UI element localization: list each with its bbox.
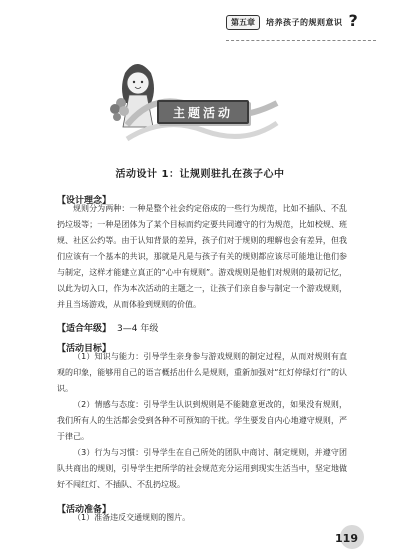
goal-item: （2）情感与态度：引导学生认识到规则是不能随意更改的，如果没有规则，我们所有人的生活都会受到各种不可预知的干扰。学生要发自内心地遵守规则，严于律己。	[57, 400, 347, 441]
preparation-item: （1）准备违反交通规则的图片。	[73, 513, 191, 522]
age-value: 3—4 年级	[117, 324, 159, 334]
design-concept-body: 规则分为两种：一种是整个社会约定俗成的一些行为规范，比如不插队、不乱扔垃圾等；一种是团体为了某个目标而约定要共同遵守的行为规范，比如校规、班规、社区公约等。由于认知背景的差异，孩子们对于规则的理解也会有差异，但我们应该有一个基本的共识，那就是凡是与孩子有关的规则都应该尽可能地让他们参与制定，这样才能建立真正的“心中有规则”。游戏规则是他们对规则的最初记忆，以此为切入口，作为本次活动的主题之一，让孩子们亲自参与制定一个游戏规则，并且当场游戏，从而体验到规则的价值。	[57, 204, 347, 309]
design-concept-heading: 【设计理念】	[57, 196, 112, 206]
chapter-header	[226, 11, 358, 30]
goals-heading: 【活动目标】	[57, 344, 112, 354]
activity-title: 活动设计 1：让规则驻扎在孩子心中	[115, 169, 285, 180]
age-heading	[57, 321, 158, 334]
chapter-badge: 第五章	[226, 15, 260, 30]
goal-item: （3）行为与习惯：引导学生在自己所处的团队中商讨、制定规则，并遵守团队共商出的规则，引导学生把所学的社会规范充分运用到现实生活当中，坚定地做好不闯红灯、不插队、不乱扔垃圾。	[57, 448, 347, 489]
header-divider	[226, 40, 376, 41]
goal-item: （1）知识与能力：引导学生亲身参与游戏规则的制定过程，从而对规则有直观的印象，能够用自己的语言概括出什么是规则，重新加强对“红灯停绿灯行”的认识。	[57, 352, 347, 393]
age-label: 【适合年级】	[57, 324, 112, 334]
theme-activity-banner: 主题活动	[157, 100, 249, 124]
question-mark-icon: ?	[348, 11, 358, 30]
chapter-title: 培养孩子的规则意识	[266, 18, 343, 27]
preparation-heading: 【活动准备】	[57, 505, 112, 515]
page-number: 119	[335, 532, 358, 545]
